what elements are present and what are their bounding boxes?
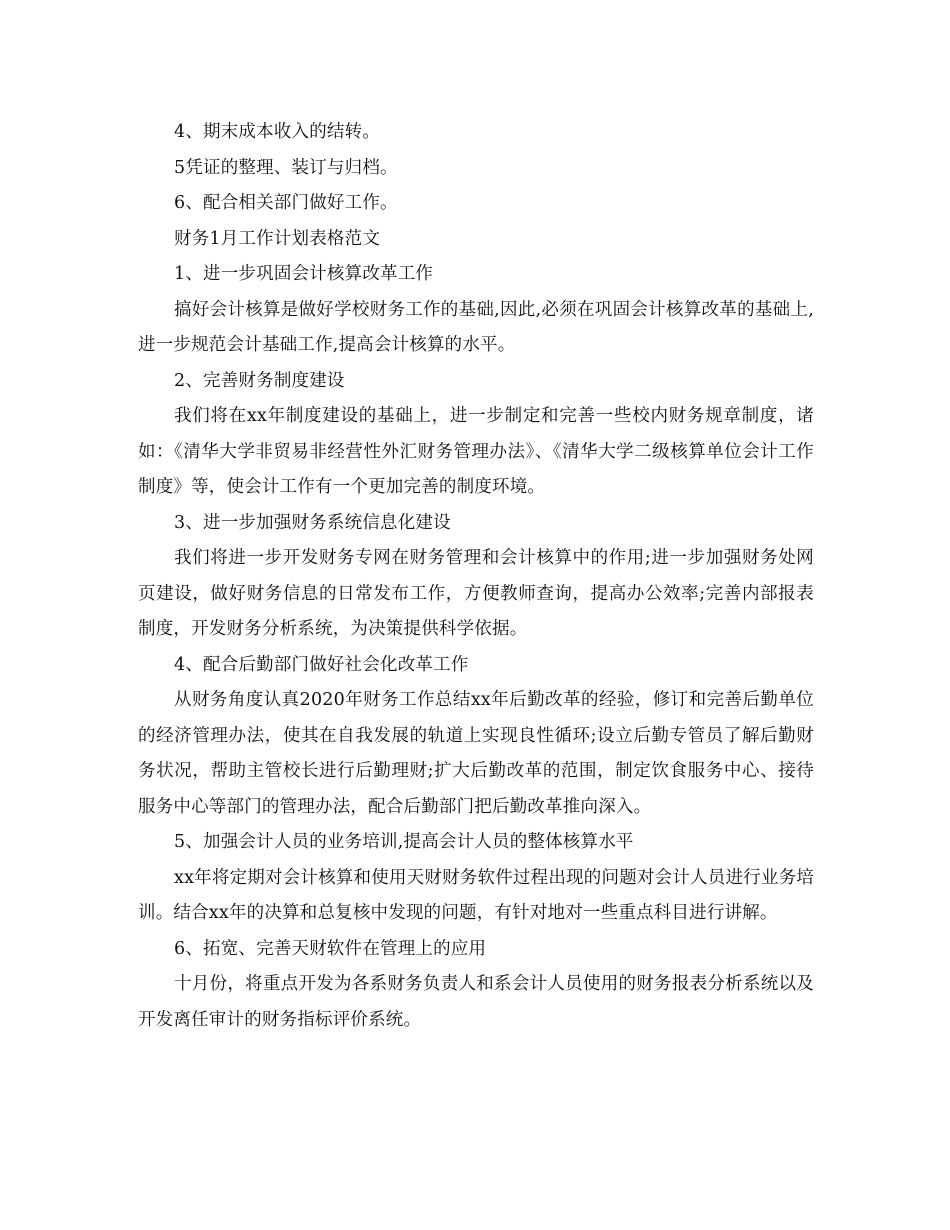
heading-item-6: 6、拓宽、完善天财软件在管理上的应用 — [174, 938, 487, 959]
body-paragraph-4: 从财务角度认真2020年财务工作总结xx年后勤改革的经验，修订和完善后勤单位的经济管理办法，使其在自我发展的轨道上实现良性循环;设立后勤专管员了解后勤财务状况，帮助主管校长进行后勤理财;扩大后勤改革的范围，制定饮食服务中心、接待服务中心等部门的管理办法，配合后勤部门把后勤改革推向深入。 — [138, 690, 814, 817]
heading-item-2: 2、完善财务制度建设 — [174, 370, 345, 391]
list-item-voucher-archiving: 5凭证的整理、装订与归档。 — [174, 157, 398, 178]
section-title: 财务1月工作计划表格范文 — [174, 228, 381, 249]
list-item-cooperate-departments: 6、配合相关部门做好工作。 — [174, 193, 398, 213]
heading-item-5: 5、加强会计人员的业务培训,提高会计人员的整体核算水平 — [174, 832, 634, 852]
body-paragraph-3: 我们将进一步开发财务专网在财务管理和会计核算中的作用;进一步加强财务处网页建设，做好财务信息的日常发布工作，方便教师查询，提高办公效率;完善内部报表制度，开发财务分析系统，为决策提供科学依据。 — [138, 548, 814, 639]
body-paragraph-1: 搞好会计核算是做好学校财务工作的基础,因此,必须在巩固会计核算改革的基础上,进一步规范会计基础工作,提高会计核算的水平。 — [138, 299, 814, 355]
body-paragraph-6: 十月份，将重点开发为各系财务负责人和系会计人员使用的财务报表分析系统以及开发离任审计的财务指标评价系统。 — [138, 974, 814, 1030]
heading-item-3: 3、进一步加强财务系统信息化建设 — [174, 512, 451, 533]
document-body — [138, 115, 814, 1038]
heading-item-1: 1、进一步巩固会计核算改革工作 — [174, 264, 434, 284]
body-paragraph-5: xx年将定期对会计核算和使用天财财务软件过程出现的问题对会计人员进行业务培训。结合xx年的决算和总复核中发现的问题，有针对地对一些重点科目进行讲解。 — [138, 867, 814, 923]
body-paragraph-2: 我们将在xx年制度建设的基础上，进一步制定和完善一些校内财务规章制度，诸如：《清华大学非贸易非经营性外汇财务管理办法》、《清华大学二级核算单位会计工作制度》等，使会计工作有一个更加完善的制度环境。 — [138, 406, 814, 497]
heading-item-4: 4、配合后勤部门做好社会化改革工作 — [174, 654, 469, 675]
list-item-closing-transfer: 4、期末成本收入的结转。 — [174, 122, 381, 142]
